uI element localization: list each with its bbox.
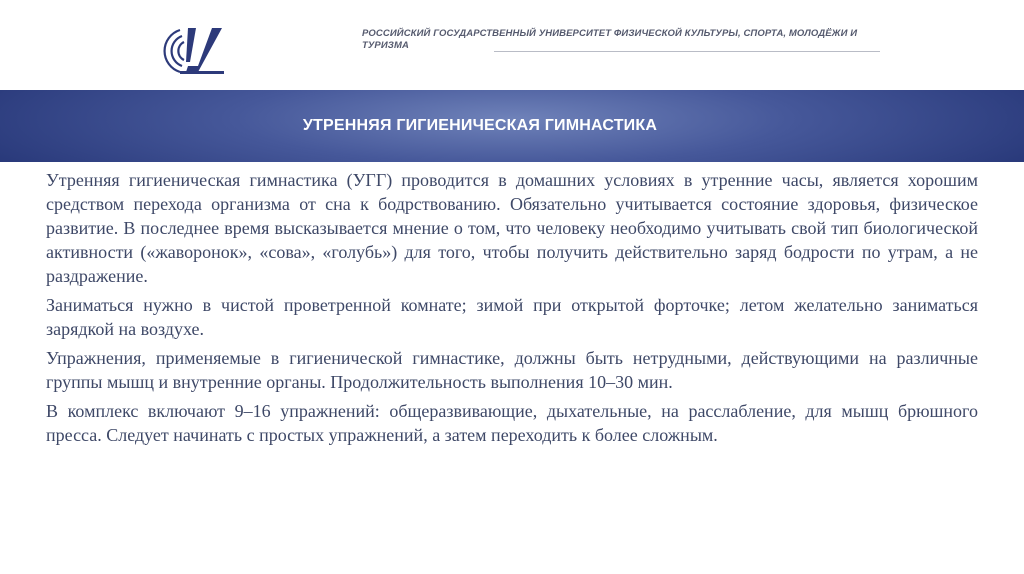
university-logo-icon [150,22,230,77]
slide-content [46,168,978,452]
title-band [0,90,1024,162]
slide-title: УТРЕННЯЯ ГИГИЕНИЧЕСКАЯ ГИМНАСТИКА [302,117,658,134]
paragraph: Утренняя гигиеническая гимнастика (УГГ) проводится в домашних условиях в утренние часы, является хорошим средством перехода организма от сна к бодрствованию. Обязательно учитывается состояние здоровья, физическое развитие. В последнее время высказывается мнение о том, что человеку необходимо учитывать свой тип биологической активности («жаворонок», «сова», «голубь») для того, чтобы получить действительно заряд бодрости по утрам, а не раздражение. [46,170,978,286]
university-name: РОССИЙСКИЙ ГОСУДАРСТВЕННЫЙ УНИВЕРСИТЕТ ФИЗИЧЕСКОЙ КУЛЬТУРЫ, СПОРТА, МОЛОДЁЖИ И ТУРИЗМА [362,28,858,51]
header-divider [494,51,880,52]
paragraph: Заниматься нужно в чистой проветренной комнате; зимой при открытой форточке; летом желательно заниматься зарядкой на воздухе. [46,295,978,339]
paragraph: В комплекс включают 9–16 упражнений: общеразвивающие, дыхательные, на расслабление, для мышц брюшного пресса. Следует начинать с простых упражнений, а затем переходить к более сложным. [46,401,978,445]
paragraph: Упражнения, применяемые в гигиенической гимнастике, должны быть нетрудными, действующими на различные группы мышц и внутренние органы. Продолжительность выполнения 10–30 мин. [46,348,978,392]
